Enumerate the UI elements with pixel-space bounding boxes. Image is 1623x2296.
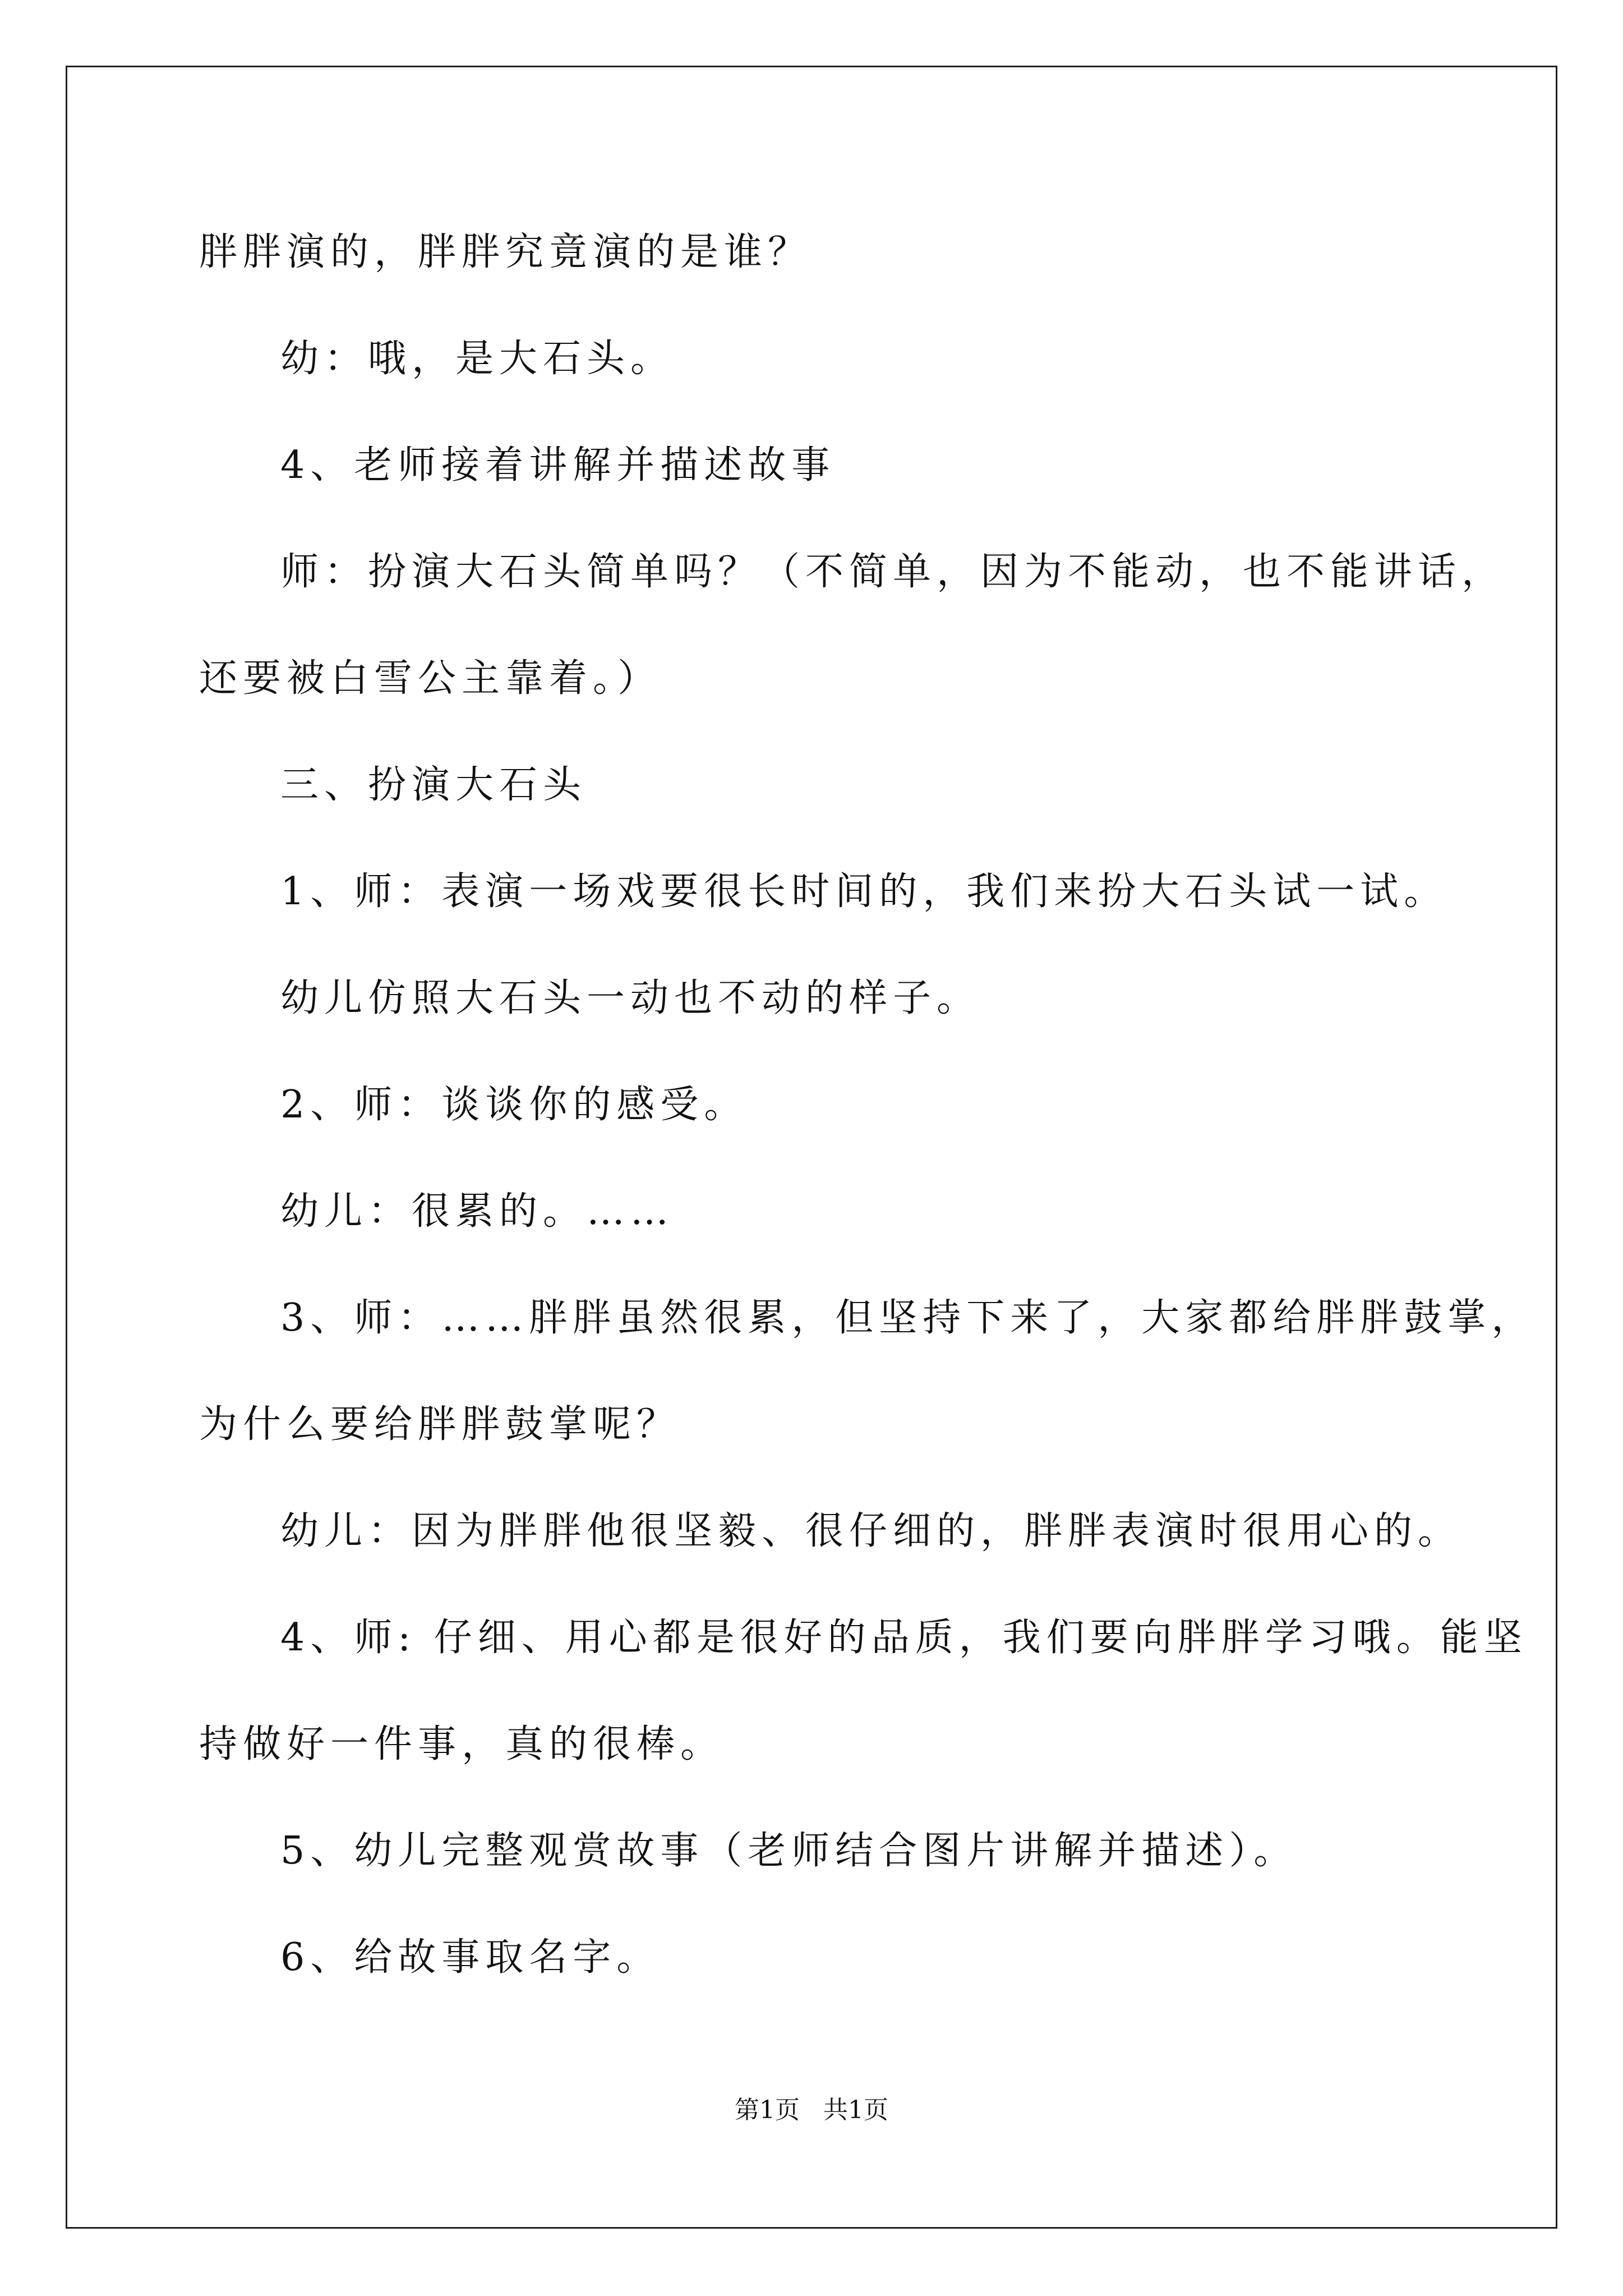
- paragraph-line-4: 师：扮演大石头简单吗？（不简单，因为不能动，也不能讲话，: [280, 550, 1506, 594]
- paragraph-line-1: 胖胖演的，胖胖究竟演的是谁？: [199, 230, 812, 274]
- paragraph-line-2: 幼：哦，是大石头。: [280, 337, 675, 381]
- paragraph-line-14: 4、师: 仔细、用心都是很好的品质，我们要向胖胖学习哦。能坚: [280, 1616, 1528, 1660]
- page-footer: 第1页 共1页: [735, 2096, 888, 2124]
- paragraph-line-8: 幼儿仿照大石头一动也不动的样子。: [280, 976, 981, 1020]
- paragraph-line-6: 三、扮演大石头: [280, 763, 587, 807]
- paragraph-line-15: 持做好一件事，真的很棒。: [199, 1722, 725, 1766]
- paragraph-line-5: 还要被白雪公主靠着。）: [199, 656, 662, 701]
- paragraph-line-3: 4、老师接着讲解并描述故事: [280, 443, 836, 487]
- paragraph-line-13: 幼儿：因为胖胖他很坚毅、很仔细的，胖胖表演时很用心的。: [280, 1509, 1462, 1553]
- paragraph-line-17: 6、给故事取名字。: [280, 1935, 661, 1980]
- paragraph-line-11: 3、师：……胖胖虽然很累，但坚持下来了，大家都给胖胖鼓掌，: [280, 1296, 1536, 1340]
- paragraph-line-10: 幼儿：很累的。……: [280, 1189, 675, 1234]
- paragraph-line-9: 2、师：谈谈你的感受。: [280, 1083, 748, 1127]
- paragraph-line-16: 5、幼儿完整观赏故事（老师结合图片讲解并描述）。: [280, 1829, 1298, 1873]
- paragraph-line-12: 为什么要给胖胖鼓掌呢？: [199, 1402, 681, 1447]
- paragraph-line-7: 1、师：表演一场戏要很长时间的，我们来扮大石头试一试。: [280, 869, 1448, 914]
- page-border: [66, 66, 1557, 2229]
